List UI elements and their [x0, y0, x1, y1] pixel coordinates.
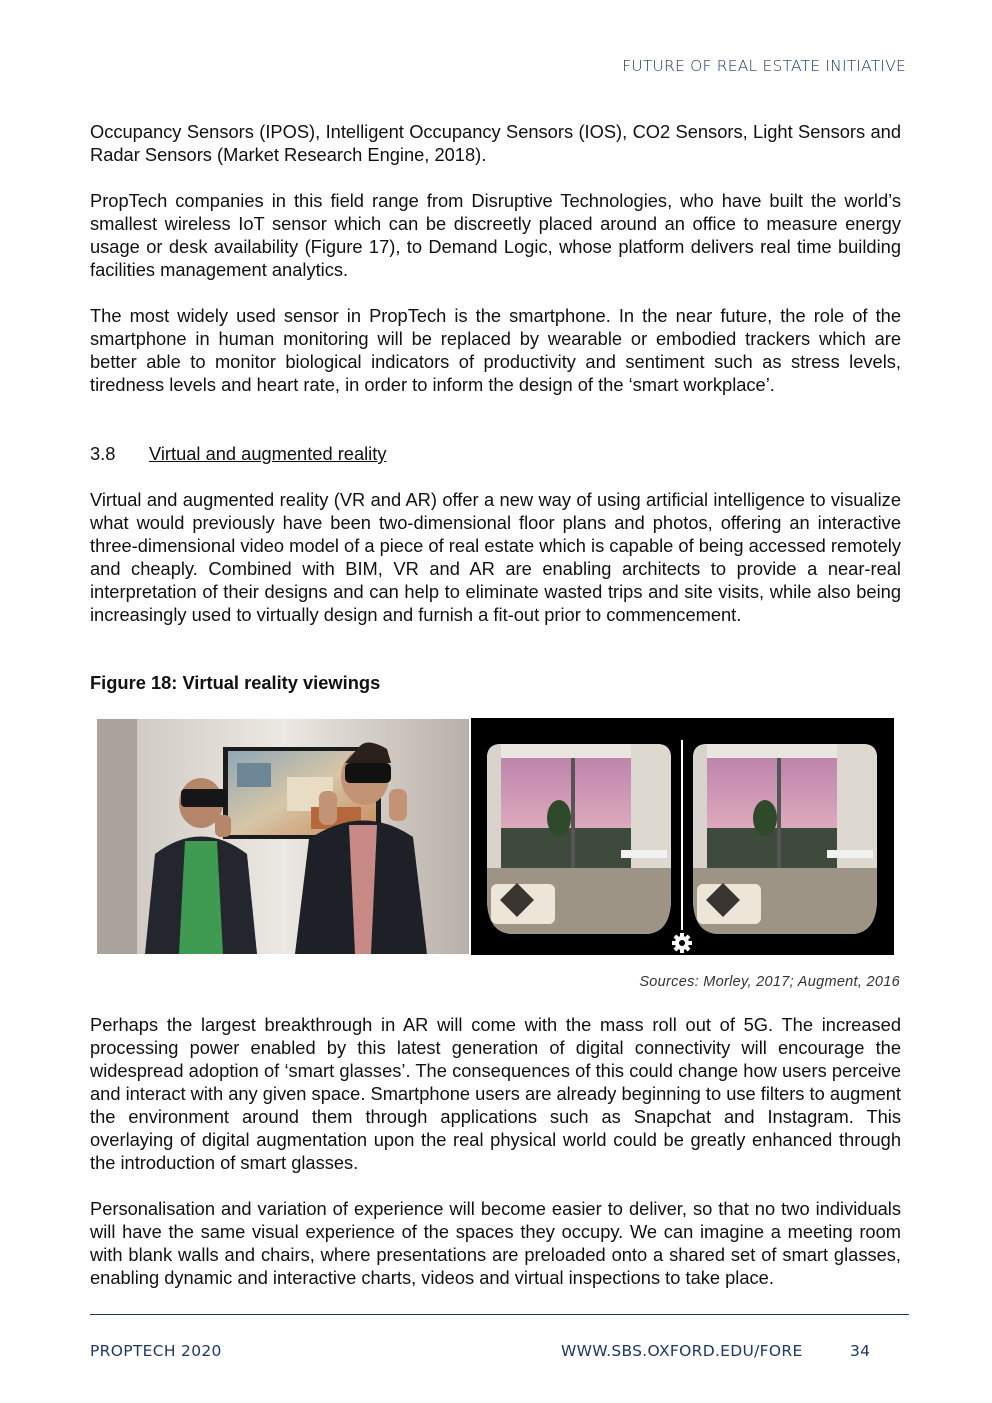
section-number: 3.8: [90, 443, 116, 464]
paragraph-smartphone: The most widely used sensor in PropTech is the smartphone. In the near future, the role of the smartphone in human monitoring will be replaced by wearable or embodied trackers which are better able to monitor biological indicators of productivity and sentiment such as stress levels, tiredness levels and heart rate, in order to inform the design of the ‘smart workplace’.: [90, 305, 901, 395]
footer-divider: [90, 1314, 909, 1315]
page-number: 34: [850, 1342, 871, 1360]
gear-icon: [672, 933, 692, 953]
paragraph-5g-ar: Perhaps the largest breakthrough in AR will come with the mass roll out of 5G. The increased processing power enabled by this latest generation of digital connectivity will encourage the widespread adoption of ‘smart glasses’. The consequences of this could change how users perceive and interact with any given space. Smartphone users are already beginning to use filters to augment the environment around them through applications such as Snapchat and Instagram. This overlaying of digital augmentation upon the real physical world could be greatly enhanced through the introduction of smart glasses.: [90, 1014, 901, 1173]
vr-stereo-view: [471, 718, 894, 955]
paragraph-personalisation: Personalisation and variation of experience will become easier to deliver, so that no two individuals will have the same visual experience of the spaces they occupy. We can imagine a meeting room with blank walls and chairs, where presentations are preloaded onto a shared set of smart glasses, enabling dynamic and interactive charts, videos and virtual inspections to take place.: [90, 1198, 901, 1288]
section-heading: [90, 442, 386, 465]
paragraph-proptech-companies: PropTech companies in this field range from Disruptive Technologies, who have built the world’s smallest wireless IoT sensor which can be discreetly placed around an office to measure energy usage or desk availability (Figure 17), to Demand Logic, whose platform delivers real time building facilities management analytics.: [90, 190, 901, 280]
running-header: FUTURE OF REAL ESTATE INITIATIVE: [622, 57, 906, 75]
paragraph-vr-ar: Virtual and augmented reality (VR and AR) offer a new way of using artificial intelligence to visualize what would previously have been two-dimensional floor plans and photos, offering an interactive three-dimensional video model of a piece of real estate which is capable of being accessed remotely and cheaply. Combined with BIM, VR and AR are enabling architects to provide a near-real interpretation of their designs and can help to eliminate wasted trips and site visits, while also being increasingly used to virtually design and furnish a fit-out prior to commencement.: [90, 489, 901, 625]
section-title: Virtual and augmented reality: [149, 443, 387, 464]
paragraph-sensors: Occupancy Sensors (IPOS), Intelligent Occupancy Sensors (IOS), CO2 Sensors, Light Sensors and Radar Sensors (Market Research Engine, 2018).: [90, 121, 901, 165]
vr-viewing-photo: [97, 719, 469, 954]
figure-caption: Figure 18: Virtual reality viewings: [90, 672, 381, 693]
footer-url[interactable]: WWW.SBS.OXFORD.EDU/FORE: [561, 1342, 803, 1360]
footer-title: PROPTECH 2020: [90, 1342, 222, 1360]
figure-sources: Sources: Morley, 2017; Augment, 2016: [639, 974, 900, 990]
